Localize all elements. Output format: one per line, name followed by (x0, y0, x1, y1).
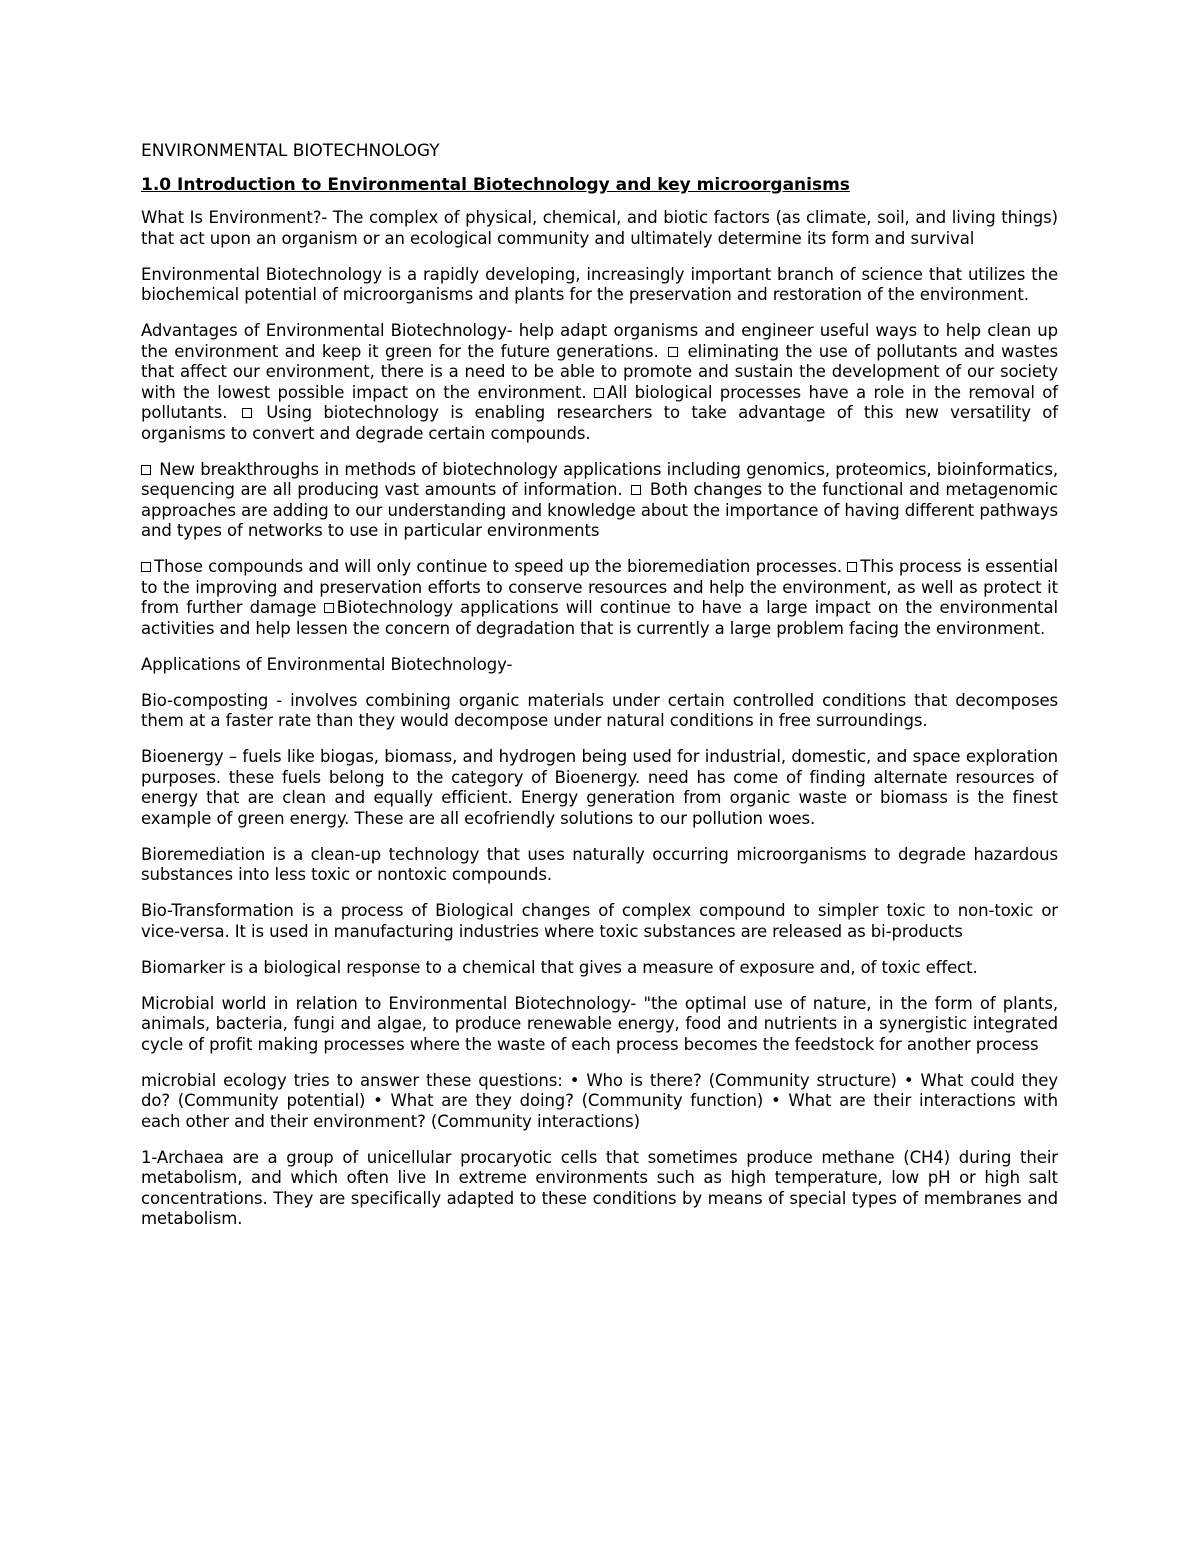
paragraph-bioremediation: Bioremediation is a clean-up technology that uses naturally occurring microorganisms to degrade hazardous substances into less toxic or nontoxic compounds. (141, 844, 1058, 884)
square-bullet-icon (242, 408, 252, 418)
paragraph-compounds (141, 557, 1058, 639)
paragraph-archaea: 1-Archaea are a group of unicellular procaryotic cells that sometimes produce methane (CH4) during their metabolism, and which often live In extreme environments such as high temperature, low pH or high salt concentrations. They are specifically adapted to these conditions by means of special types of membranes and metabolism. (141, 1147, 1058, 1228)
compounds-text-a: Those compounds and will only continue to speed up the bioremediation processes. (154, 557, 842, 576)
square-bullet-icon (847, 562, 857, 572)
square-bullet-icon (594, 388, 604, 398)
section-heading: 1.0 Introduction to Environmental Biotechnology and key microorganisms (141, 175, 850, 195)
compounds-text-b: This process is essential to the improving and preservation efforts to conserve resources and help the environment, as well as protect it from further damage (141, 557, 1058, 617)
paragraph-advantages (141, 321, 1058, 444)
document-title: ENVIRONMENTAL BIOTECHNOLOGY (141, 141, 440, 161)
paragraph-environment-definition: What Is Environment?- The complex of physical, chemical, and biotic factors (as climate, soil, and living things) that act upon an organism or an ecological community and ultimately determine its form and survival (141, 208, 1058, 248)
advantages-text-a: Advantages of Environmental Biotechnology- help adapt organisms and engineer useful ways to help clean up the environment and keep it green for the future generations. (141, 321, 1058, 361)
advantages-text-d: Using biotechnology is enabling researchers to take advantage of this new versatility of organisms to convert and degrade certain compounds. (141, 403, 1058, 443)
advantages-text-c: All biological processes have a role in the removal of pollutants. (141, 382, 1058, 422)
document-page (141, 140, 1058, 1245)
paragraph-breakthroughs (141, 460, 1058, 542)
paragraph-bio-transformation: Bio-Transformation is a process of Biological changes of complex compound to simpler toxic to non-toxic or vice-versa. It is used in manufacturing industries where toxic substances are released as bi-products (141, 901, 1058, 941)
paragraph-microbial-world: Microbial world in relation to Environmental Biotechnology- "the optimal use of nature, in the form of plants, animals, bacteria, fungi and algae, to produce renewable energy, food and nutrients in a synergistic integrated cycle of profit making processes where the waste of each process becomes the feedstock for another process (141, 993, 1058, 1054)
square-bullet-icon (324, 603, 334, 613)
square-bullet-icon (631, 485, 641, 495)
paragraph-env-biotech-definition: Environmental Biotechnology is a rapidly developing, increasingly important branch of science that utilizes the biochemical potential of microorganisms and plants for the preservation and restoration of the environment. (141, 264, 1058, 304)
square-bullet-icon (141, 562, 151, 572)
square-bullet-icon (141, 465, 151, 475)
breakthroughs-text-a: New breakthroughs in methods of biotechnology applications including genomics, proteomics, bioinformatics, sequencing are all producing vast amounts of information. (141, 459, 1058, 499)
advantages-text-b: eliminating the use of pollutants and wastes that affect our environment, there is a need to be able to promote and sustain the development of our society with the lowest possible impact on the environment. (141, 341, 1058, 402)
paragraph-bio-composting: Bio-composting - involves combining organic materials under certain controlled conditions that decomposes them at a faster rate than they would decompose under natural conditions in free surroundings. (141, 690, 1058, 730)
paragraph-microbial-ecology: microbial ecology tries to answer these questions: • Who is there? (Community structure) • What could they do? (Community potential) • What are they doing? (Community function) • What are their interactions with each other and their environment? (Community interactions) (141, 1070, 1058, 1131)
paragraph-biomarker: Biomarker is a biological response to a chemical that gives a measure of exposure and, of toxic effect. (141, 957, 978, 977)
paragraph-bioenergy: Bioenergy – fuels like biogas, biomass, and hydrogen being used for industrial, domestic, and space exploration purposes. these fuels belong to the category of Bioenergy. need has come of finding alternate resources of energy that are clean and equally efficient. Energy generation from organic waste or biomass is the finest example of green energy. These are all ecofriendly solutions to our pollution woes. (141, 747, 1058, 828)
square-bullet-icon (668, 347, 678, 357)
compounds-text-c: Biotechnology applications will continue to have a large impact on the environmental activities and help lessen the concern of degradation that is currently a large problem facing the environment. (141, 598, 1058, 638)
breakthroughs-text-b: Both changes to the functional and metagenomic approaches are adding to our understanding and knowledge about the importance of having different pathways and types of networks to use in particular environments (141, 480, 1058, 540)
paragraph-applications-heading: Applications of Environmental Biotechnology- (141, 654, 513, 674)
